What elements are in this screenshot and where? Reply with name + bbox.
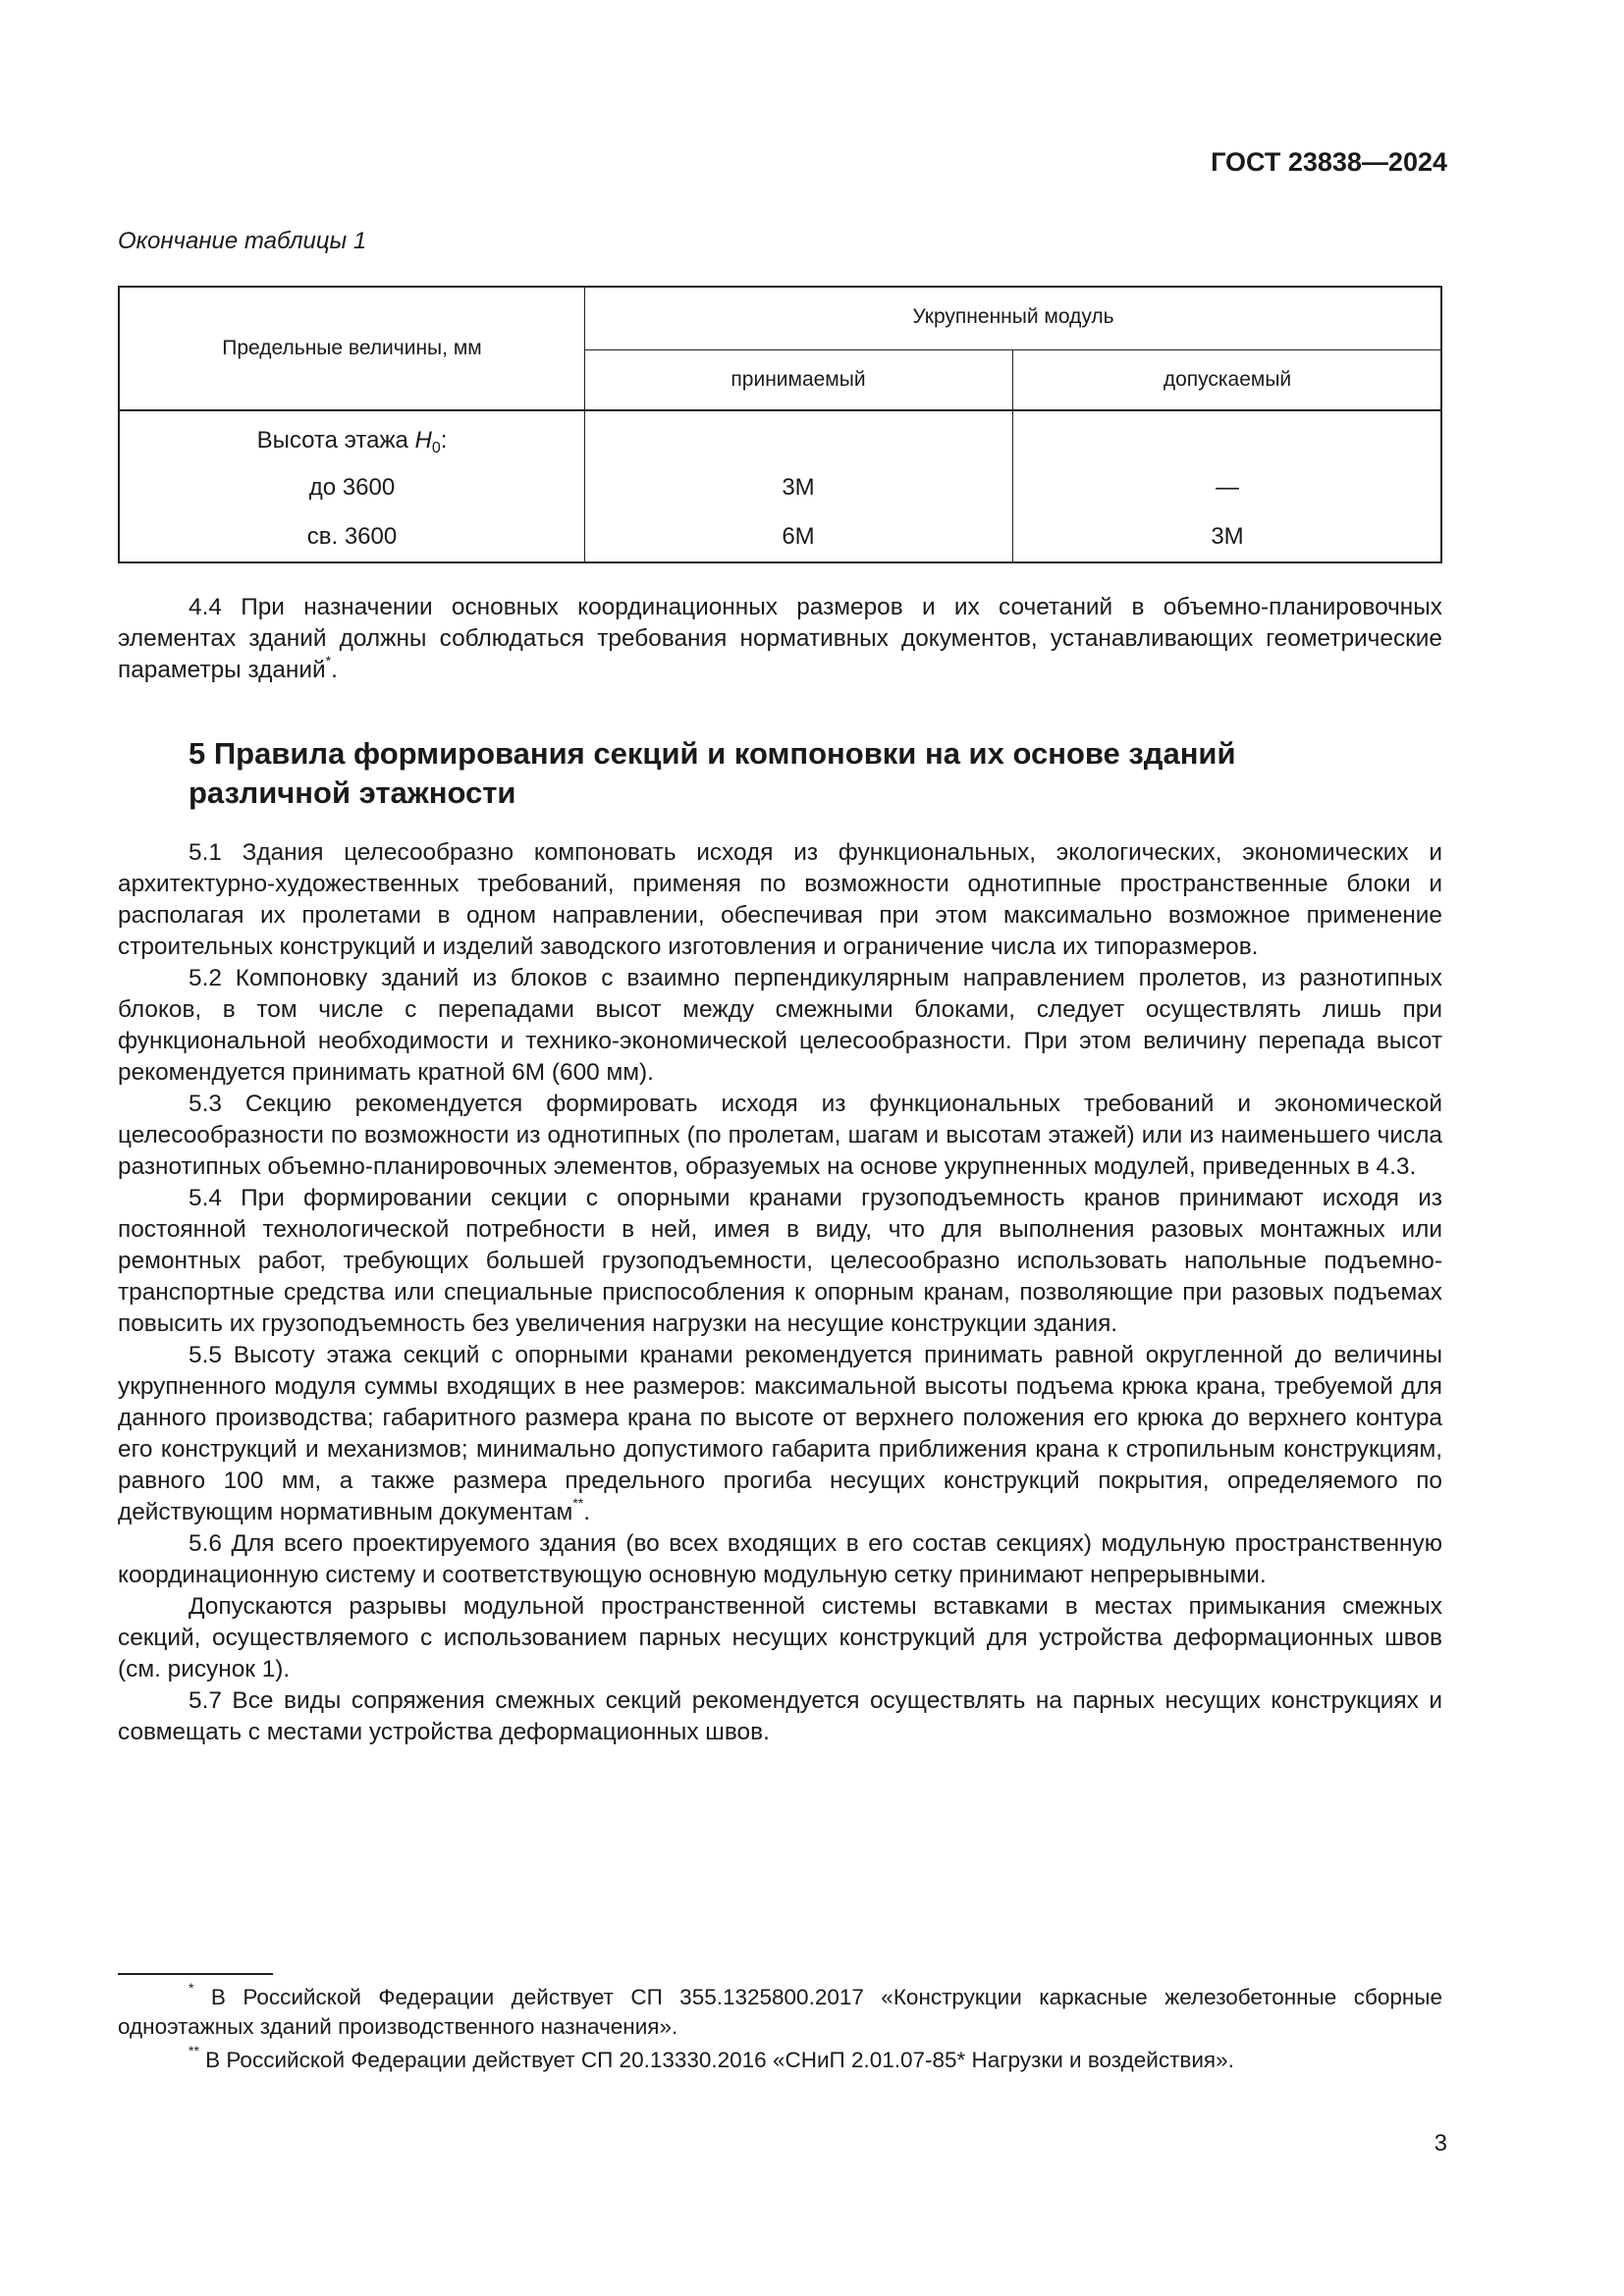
paragraph-5-3: 5.3 Секцию рекомендуется формировать исходя из функциональных требований и экономической целесообразности по возможности из однотипных (по пролетам, шагам и высотам этажей) или из наименьшего числа разнотипных объемно-планировочных элементов, образуемых на основе укрупненных модулей, приведенных в 4.3.	[118, 1091, 1442, 1180]
header-allowed: допускаемый	[1163, 368, 1292, 391]
paragraph-5-7: 5.7 Все виды сопряжения смежных секций рекомендуется осуществлять на парных несущих конструкциях и совмещать с местами устройства деформационных швов.	[118, 1687, 1442, 1745]
row-allowed-1: —	[1216, 474, 1239, 501]
paragraph-5-6: 5.6 Для всего проектируемого здания (во всех входящих в его состав секциях) модульную пространственную координационную систему и соответствующую основную модульную сетку принимают непрерывными.	[118, 1530, 1442, 1588]
header-module: Укрупненный модуль	[912, 305, 1114, 328]
footnote-2: ** В Российской Федерации действует СП 20.13330.2016 «СНиП 2.01.07-85* Нагрузки и воздействия».	[189, 2043, 1234, 2072]
table-1-end	[118, 286, 1442, 563]
paragraph-5-2: 5.2 Компоновку зданий из блоков с взаимно перпендикулярным направлением пролетов, из разнотипных блоков, в том числе с перепадами высот между смежными блоками, следует осуществлять лишь при функциональной необходимости и технико-экономической целесообразности. При этом величину перепада высот рекомендуется принимать кратной 6М (600 мм).	[118, 965, 1442, 1086]
paragraph-5-4: 5.4 При формировании секции с опорными кранами грузоподъемность кранов принимают исходя из постоянной технологической потребности в ней, имея в виду, что для выполнения разовых монтажных или ремонтных работ, требующих большей грузоподъемности, целесообразно использовать напольные подъемно-транспортные средства или специальные приспособления к опорным кранам, позволяющие при разовых подъемах повысить их грузоподъемность без увеличения нагрузки на несущие конструкции здания.	[118, 1185, 1442, 1337]
table-caption: Окончание таблицы 1	[118, 228, 367, 254]
row-limit-1: до 3600	[308, 474, 396, 501]
table-hline-head	[120, 409, 1440, 411]
footnote-1: * В Российской Федерации действует СП 355.1325800.2017 «Конструкции каркасные железобетонные сборные одноэтажных зданий производственного назначения».	[118, 1980, 1442, 2039]
paragraph-5-5: 5.5 Высоту этажа секций с опорными кранами рекомендуется принимать равной округленной до величины укрупненного модуля суммы входящих в нее размеров: максимальной высоты подъема крюка крана, требуемой для данного производства; габаритного размера крана по высоте от верхнего положения его крюка до верхнего контура его конструкций и механизмов; минимально допустимого габарита приближения крана к стропильным конструкциям, равного 100 мм, а также размера предельного прогиба несущих конструкций покрытия, определяемого по действующим нормативным документам**.	[118, 1342, 1442, 1525]
row-limit-2: св. 3600	[306, 523, 398, 550]
paragraph-4-4: 4.4 При назначении основных координационных размеров и их сочетаний в объемно-планировочных элементах зданий должны соблюдаться требования нормативных документов, устанавливающих геометрические параметры зданий*.	[118, 594, 1442, 683]
row-accepted-1: 3М	[782, 474, 815, 501]
page-number: 3	[1434, 2130, 1447, 2157]
section-5-body	[118, 837, 1442, 1748]
row-allowed-2: 3М	[1211, 523, 1244, 550]
header-limits: Предельные величины, мм	[222, 337, 482, 359]
header-accepted: принимаемый	[731, 368, 866, 391]
paragraph-5-1: 5.1 Здания целесообразно компоновать исходя из функциональных, экологических, экономических и архитектурно-художественных требований, применяя по возможности однотипные пространственные блоки и располагая их пролетами в одном направлении, обеспечивая при этом максимально возможное применение строительных конструкций и изделий заводского изготовления и ограничение числа их типоразмеров.	[118, 839, 1442, 960]
section-5-heading: 5 Правила формирования секций и компоновки на их основе зданий различной этажности	[189, 736, 1236, 810]
table-hline-sub	[584, 349, 1440, 350]
document-code: ГОСТ 23838—2024	[1211, 147, 1447, 177]
paragraph-5-6b: Допускаются разрывы модульной пространственной системы вставками в местах примыкания смежных секций, осуществляемого с использованием парных несущих конструкций для устройства деформационных швов (см. рисунок 1).	[118, 1593, 1442, 1682]
footnotes	[118, 1980, 1442, 2079]
footnote-separator	[118, 1973, 273, 1975]
row-accepted-2: 6М	[782, 523, 815, 550]
row-group-label: Высота этажа $H_0$:	[256, 427, 448, 456]
